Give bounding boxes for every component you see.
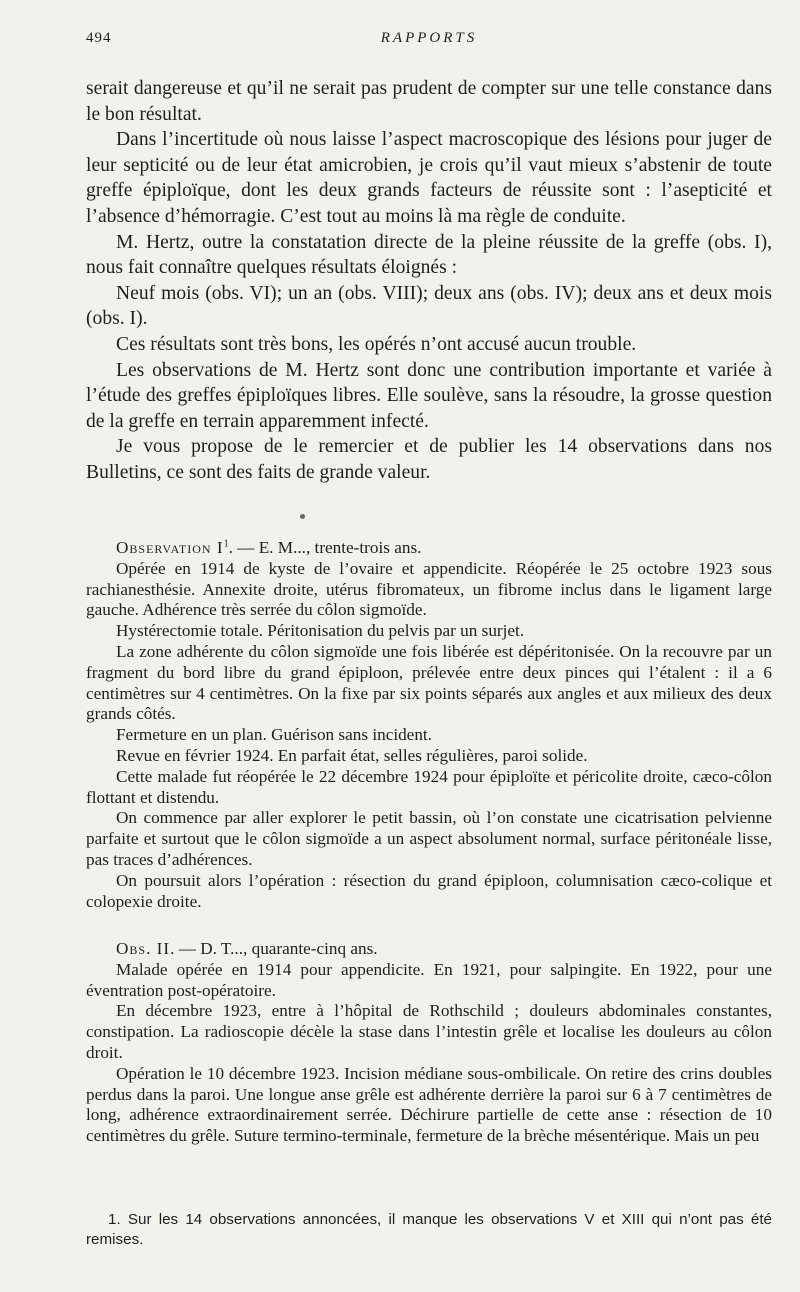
- report-paragraph: Ces résultats sont très bons, les opérés n’ont accusé aucun trouble.: [116, 333, 637, 355]
- observation-heading-text: . — D. T..., quarante-cinq ans.: [170, 939, 378, 958]
- section-separator-mark: [300, 514, 305, 519]
- report-paragraph: Je vous propose de le remercier et de publier les 14 observations dans nos Bulletins, ce sont des faits de grande valeur.: [86, 436, 772, 483]
- observation-paragraph: Fermeture en un plan. Guérison sans incident.: [116, 725, 432, 745]
- observation-paragraph: On poursuit alors l’opération : résection du grand épiploon, columnisation cæco-colique et colopexie droite.: [86, 870, 772, 911]
- footnote-reference: 1: [223, 538, 229, 550]
- observation-1: [86, 538, 772, 912]
- observation-heading: [86, 939, 772, 960]
- observation-paragraph: Malade opérée en 1914 pour appendicite. En 1921, pour salpingite. En 1922, pour une éventration post-opératoire.: [86, 959, 772, 1000]
- report-paragraph: Les observations de M. Hertz sont donc une contribution importante et variée à l’étude des greffes épiploïques libres. Elle soulève, sans la résoudre, la grosse question de la greffe en terrain apparemment infecté.: [86, 359, 772, 432]
- report-paragraph: M. Hertz, outre la constatation directe de la pleine réussite de la greffe (obs. I), nous fait connaître quelques résultats éloignés :: [86, 231, 772, 279]
- observation-2: [86, 939, 772, 1147]
- observation-paragraph: La zone adhérente du côlon sigmoïde une fois libérée est dépéritonisée. On la recouvre par un fragment du bord libre du grand épiploon, prélevée entre deux pinces qui l’étalent : il a 6 centimètres sur 4 centimètres. On la fixe par six points séparés aux angles et aux milieux des deux grands côtés.: [86, 641, 772, 724]
- footnote-text: 1. Sur les 14 observations annoncées, il manque les observations V et XIII qui n’ont pas été remises.: [86, 1211, 772, 1248]
- report-paragraph: serait dangereuse et qu’il ne serait pas prudent de compter sur une telle constance dans le bon résultat.: [86, 78, 772, 125]
- page-header: [86, 30, 772, 52]
- observation-paragraph: En décembre 1923, entre à l’hôpital de Rothschild ; douleurs abdominales constantes, constipation. La radioscopie décèle la stase dans l’intestin grêle et localise les douleurs au côlon droit.: [86, 1001, 772, 1062]
- page-number: 494: [86, 30, 112, 46]
- observation-paragraph: Opération le 10 décembre 1923. Incision médiane sous-ombilicale. On retire des crins doubles perdus dans la paroi. Une longue anse grêle est adhérente derrière la paroi sur 6 à 7 centimètres de long, adhérence extraordinairement serrée. Déchirure partielle de cette anse : résection de 10 centimètres du grêle. Suture termino-terminale, fermeture de la brèche mésentérique. Mais un peu: [86, 1063, 772, 1146]
- report-text: [86, 76, 772, 486]
- report-paragraph: Neuf mois (obs. VI); un an (obs. VIII); deux ans (obs. IV); deux ans et deux mois (obs. I).: [86, 282, 772, 330]
- report-paragraph: Dans l’incertitude où nous laisse l’aspect macroscopique des lésions pour juger de leur septicité ou de leur état amicrobien, je crois qu’il vaut mieux s’abstenir de toute greffe épiploïque, dont les deux grands facteurs de réussite sont : l’asepticité et l’absence d’hémorragie. C’est tout au moins là ma règle de conduite.: [86, 129, 772, 227]
- observation-label: Obs. II: [116, 939, 171, 958]
- observation-paragraph: Revue en février 1924. En parfait état, selles régulières, paroi solide.: [116, 745, 588, 765]
- observation-paragraph: Cette malade fut réopérée le 22 décembre 1924 pour épiploïte et péricolite droite, cæco-côlon flottant et distendu.: [86, 766, 772, 807]
- observation-heading-text: . — E. M..., trente-trois ans.: [228, 538, 422, 557]
- observation-paragraph: On commence par aller explorer le petit bassin, où l’on constate une cicatrisation pelvienne parfaite et surtout que le côlon sigmoïde a un aspect absolument normal, surface péritonéale lisse, pas traces d’adhérences.: [86, 808, 772, 869]
- observation-heading: [86, 538, 772, 559]
- footnote: [86, 1210, 772, 1250]
- observation-paragraph: Hystérectomie totale. Péritonisation du pelvis par un surjet.: [116, 621, 525, 641]
- running-title: RAPPORTS: [380, 30, 478, 46]
- observation-label: Observation I: [116, 538, 224, 557]
- observation-paragraph: Opérée en 1914 de kyste de l’ovaire et appendicite. Réopérée le 25 octobre 1923 sous rachianesthésie. Annexite droite, utérus fibromateux, un fibrome inclus dans le ligament large gauche. Adhérence très serrée du côlon sigmoïde.: [86, 558, 772, 620]
